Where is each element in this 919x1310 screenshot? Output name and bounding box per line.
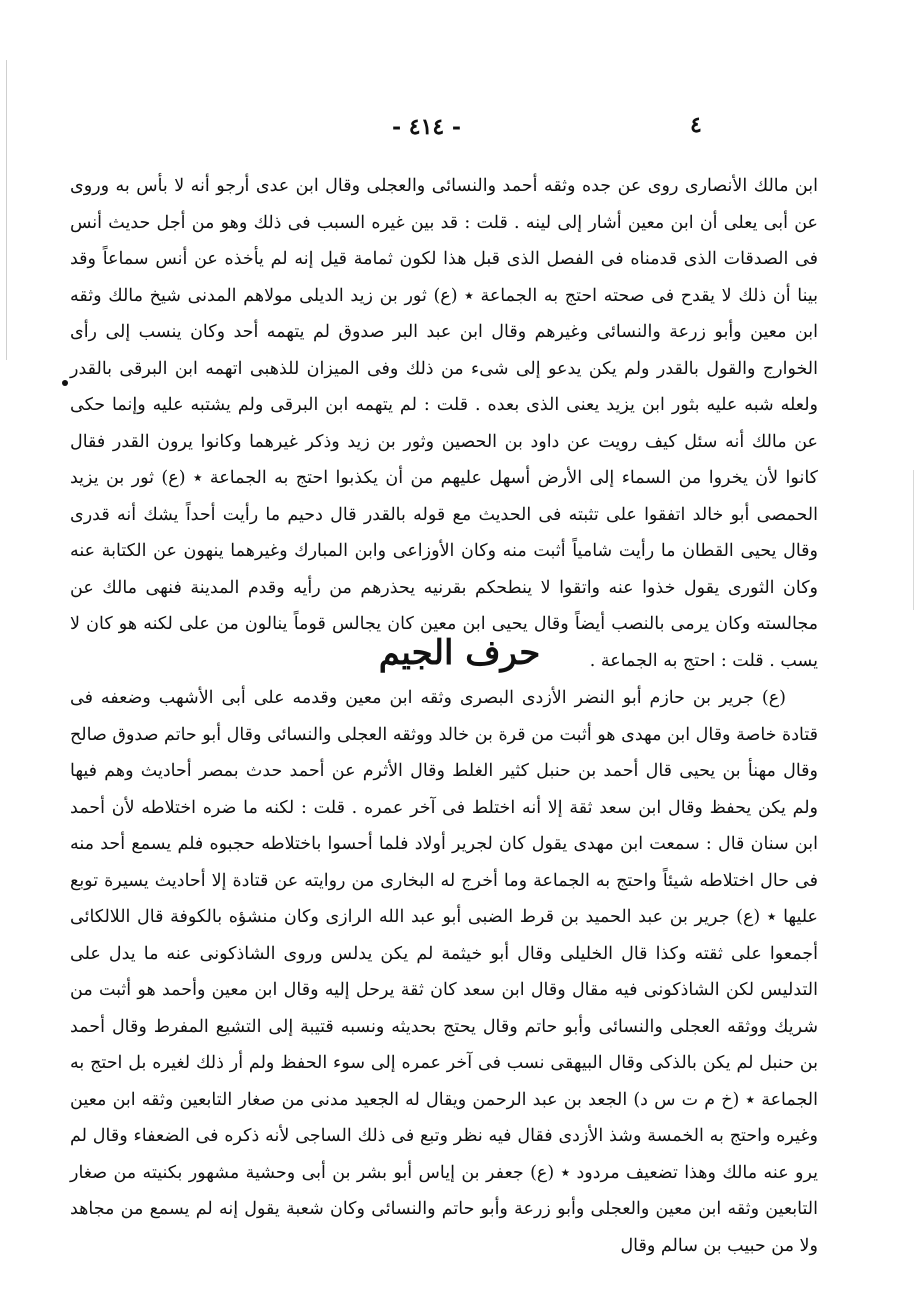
paragraph: ابن مالك الأنصارى روى عن جده وثقه أحمد والنسائى والعجلى وقال ابن عدى أرجو أنه لا بأس به وروى عن أبى يعلى أن ابن معين أشار إلى لينه . قلت : قد بين غيره السبب فى ذلك وهو من أجل حديث أنس فى الصدقات الذى قدمناه فى الفصل الذى قبل هذا لكون ثمامة قيل إنه لم يأخذه عن أنس سماعاً وقد بينا أن ذلك لا يقدح فى صحته احتج به الجماعة ٭ (ع) ثور بن زيد الديلى مولاهم المدنى شيخ مالك وثقه ابن معين وأبو زرعة والنسائى وغيرهم وقال ابن عبد البر صدوق لم يتهمه أحد وكان ينسب إلى رأى الخوارج والقول بالقدر ولم يكن يدعو إلى شىء من ذلك وفى الميزان للذهبى اتهمه ابن البرقى بالقدر ولعله شبه عليه بثور ابن يزيد يعنى الذى بعده . قلت : لم يتهمه ابن البرقى ولم يشتبه عليه وإنما حكى عن مالك أنه سئل كيف رويت عن داود بن الحصين وثور بن زيد وذكر غيرهما وكانوا يرون القدر فقال كانوا لأن يخروا من السماء إلى الأرض أسهل عليهم من أن يكذبوا احتج به الجماعة ٭ (ع) ثور بن يزيد الحمصى أبو خالد اتفقوا على تثبته فى الحديث مع قوله بالقدر قال دحيم ما رأيت أحداً يشك أنه قدرى وقال يحيى القطان ما رأيت شامياً أثبت منه وكان الأوزاعى وابن المبارك وغيرهما ينهون عن الكتابة عنه وكان الثورى يقول خذوا عنه واتقوا لا ينطحكم بقرنيه يحذرهم من رأيه وقدم المدينة فنهى مالك عن مجالسته وكان يرمى بالنصب أيضاً وقال يحيى ابن معين كان يجالس قوماً ينالون من على لكنه هو كان لا يسب . قلت : احتج به الجماعة .: [70, 176, 818, 671]
page-number: - ٤١٤ -: [392, 114, 462, 140]
scan-edge-line: [913, 470, 914, 610]
paragraph: (ع) جرير بن حازم أبو النضر الأزدى البصرى وثقه ابن معين وقدمه على أبى الأشهب وضعفه فى قتادة خاصة وقال ابن مهدى هو أثبت من قرة بن خالد ووثقه العجلى والنسائى وقال أبو حاتم صدوق صالح وقال مهنأ بن يحيى قال أحمد بن حنبل كثير الغلط وقال الأثرم عن أحمد حدث بمصر أحاديث وهم فيها ولم يكن يحفظ وقال ابن سعد ثقة إلا أنه اختلط فى آخر عمره . قلت : لكنه ما ضره اختلاطه لأن أحمد ابن سنان قال : سمعت ابن مهدى يقول كان لجرير أولاد فلما أحسوا باختلاطه حجبوه فلم يسمع أحد منه فى حال اختلاطه شيئاً واحتج به الجماعة وما أخرج له البخارى من روايته عن قتادة إلا أحاديث يسيرة توبع عليها ٭ (ع) جرير بن عبد الحميد بن قرط الضبى أبو عبد الله الرازى وكان منشؤه بالكوفة قال اللالكائى أجمعوا على ثقته وكذا قال الخليلى وقال أبو خيثمة لم يكن يدلس وروى الشاذكونى عنه ما يدل على التدليس لكن الشاذكونى فيه مقال وقال ابن سعد كان ثقة يرحل إليه وقال ابن معين وأحمد هو أثبت من شريك ووثقه العجلى والنسائى وأبو حاتم وقال يحتج بحديثه ونسبه قتيبة إلى التشيع المفرط وقال أحمد بن حنبل لم يكن بالذكى وقال البيهقى نسب فى آخر عمره إلى سوء الحفظ ولم أر ذلك لغيره بل احتج به الجماعة ٭ (خ م ت س د) الجعد بن عبد الرحمن ويقال له الجعيد مدنى من صغار التابعين وثقه ابن معين وغيره واحتج به الخمسة وشذ الأزدى فقال فيه نظر وتبع فى ذلك الساجى لأنه ذكره فى الضعفاء وقال لم يرو عنه مالك وهذا تضعيف مردود ٭ (ع) جعفر بن إياس أبو بشر بن أبى وحشية مشهور بكنيته من صغار التابعين وثقه ابن معين والعجلى وأبو زرعة وأبو حاتم والنسائى وكان شعبة يقول إنه لم يسمع من مجاهد ولا من حبيب بن سالم وقال: [70, 688, 818, 1256]
page-header: [0, 112, 919, 152]
corner-mark: ٤: [690, 112, 702, 138]
text-block-thawr: [70, 168, 818, 679]
section-heading: حرف الجيم: [378, 633, 541, 673]
text-block-jim: [70, 680, 818, 1264]
margin-dot: [62, 380, 68, 386]
scan-edge-line: [6, 60, 7, 360]
